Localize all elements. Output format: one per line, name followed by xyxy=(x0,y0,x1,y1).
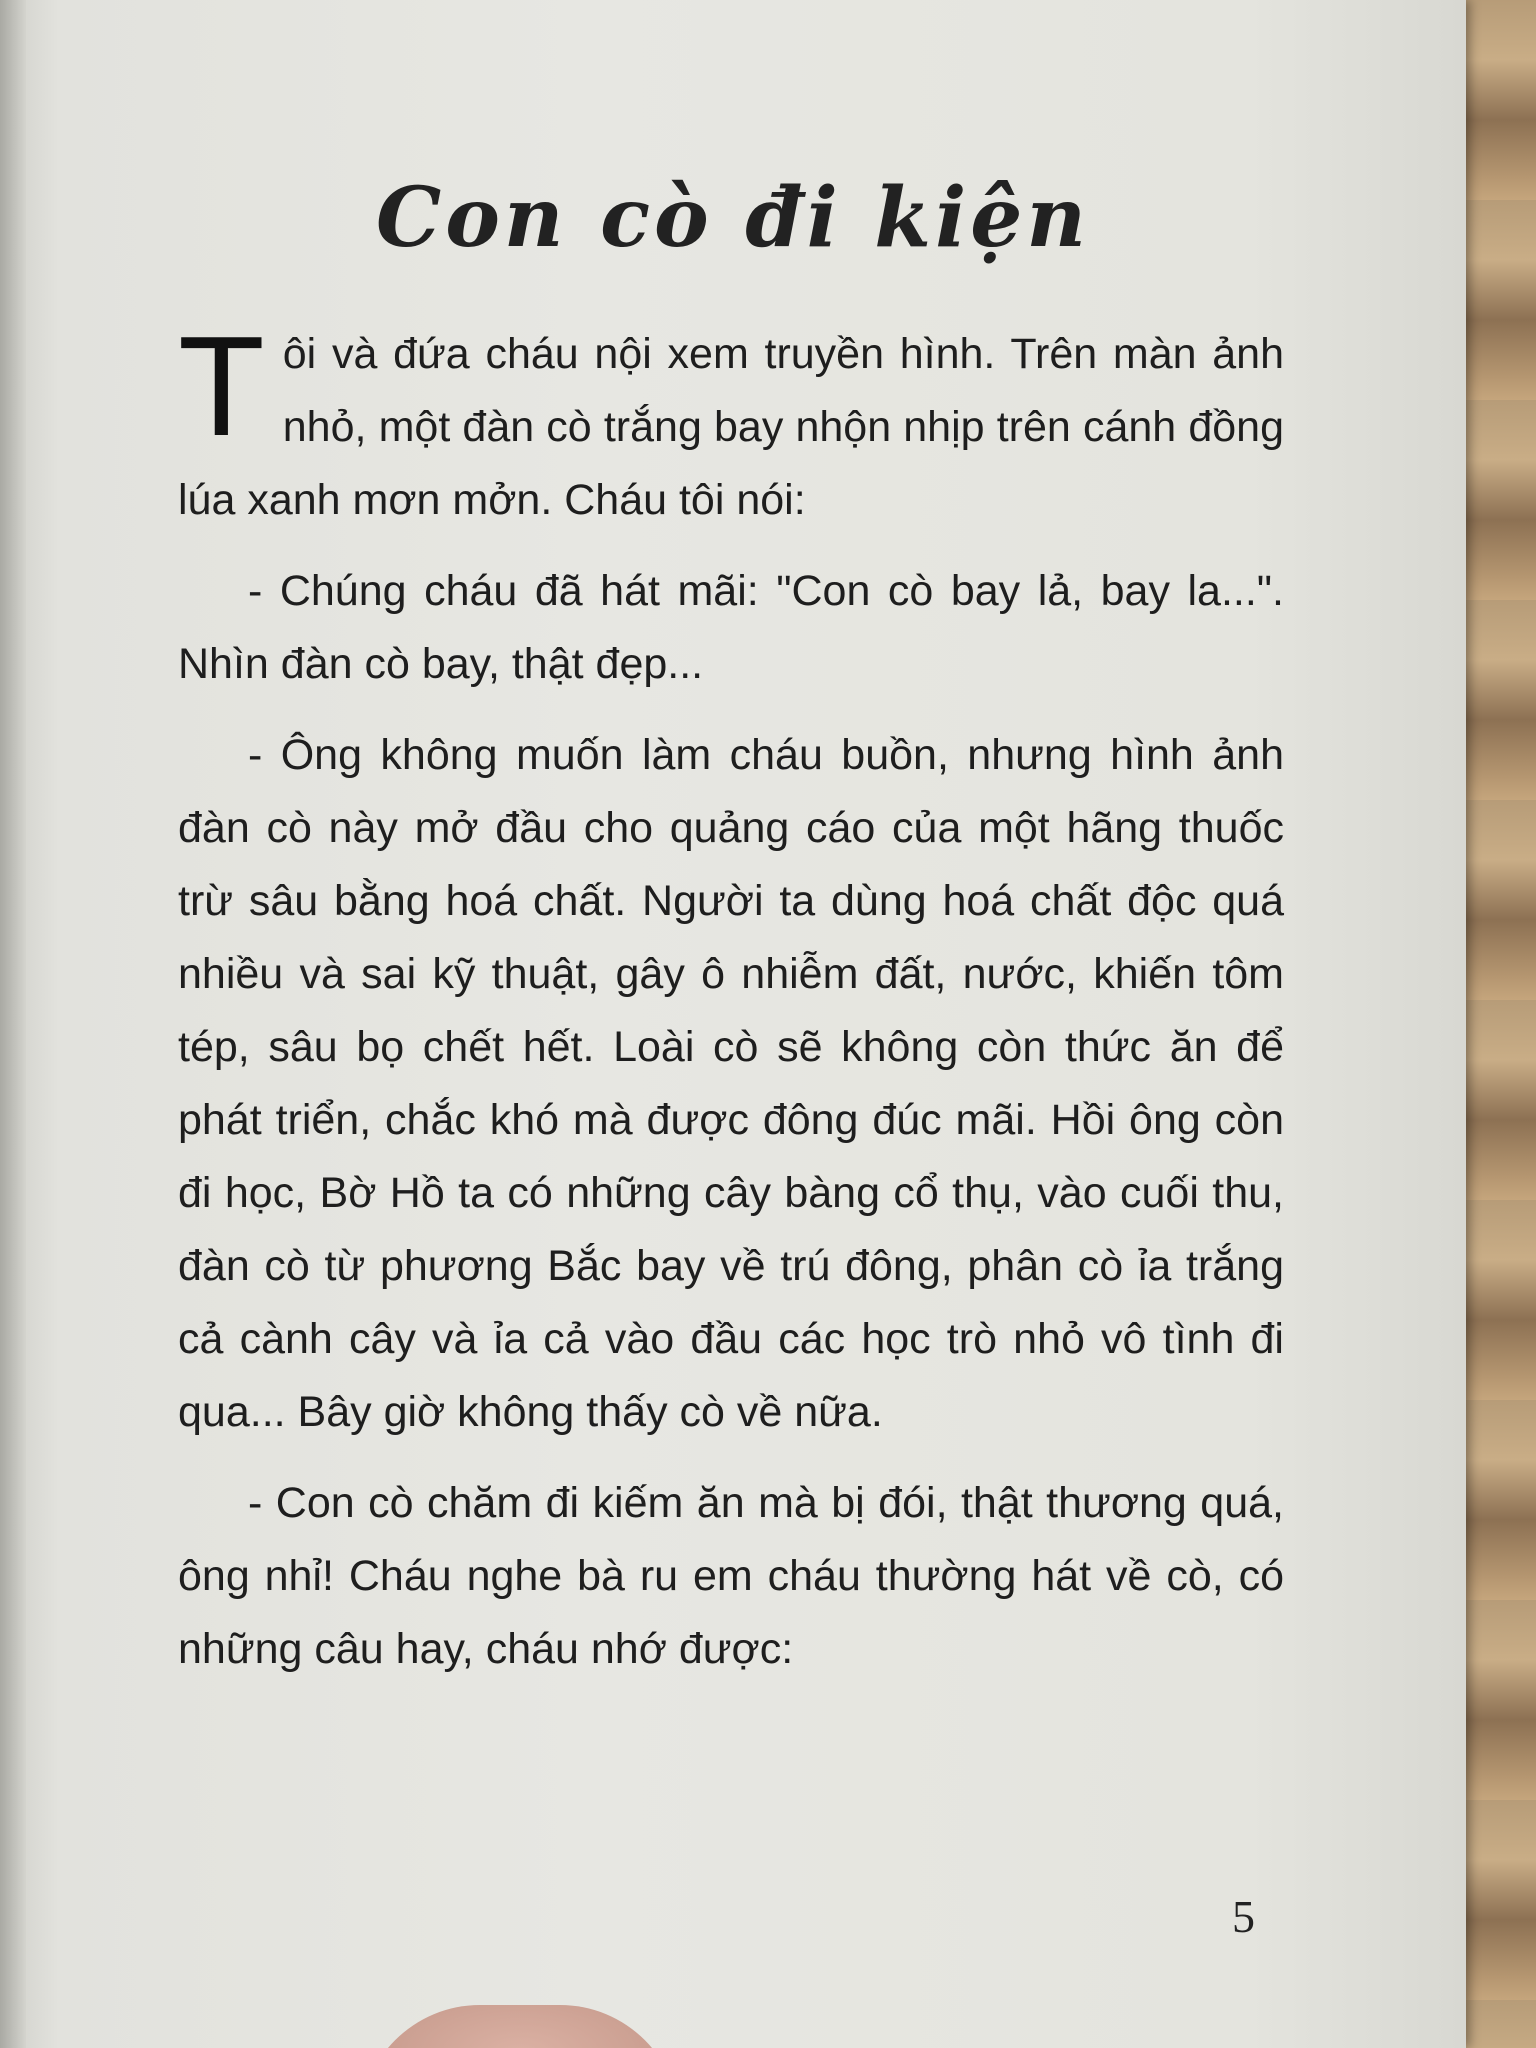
chapter-title: Con cò đi kiện xyxy=(375,170,1091,266)
paragraph-3: - Ông không muốn làm cháu buồn, nhưng hình ảnh đàn cò này mở đầu cho quảng cáo của một hãng thuốc trừ sâu bằng hoá chất. Người ta dùng hoá chất độc quá nhiều và sai kỹ thuật, gây ô nhiễm đất, nước, khiến tôm tép, sâu bọ chết hết. Loài cò sẽ không còn thức ăn để phát triển, chắc khó mà được đông đúc mãi. Hồi ông còn đi học, Bờ Hồ ta có những cây bàng cổ thụ, vào cuối thu, đàn cò từ phương Bắc bay về trú đông, phân cò ỉa trắng cả cành cây và ỉa cả vào đầu các học trò nhỏ vô tình đi qua... Bây giờ không thấy cò về nữa. xyxy=(178,731,1284,1436)
paragraph-2: - Chúng cháu đã hát mãi: "Con cò bay lả, bay la...". Nhìn đàn cò bay, thật đẹp... xyxy=(178,567,1284,688)
background-shelf xyxy=(1466,0,1536,2048)
paragraph-4: - Con cò chăm đi kiếm ăn mà bị đói, thật thương quá, ông nhỉ! Cháu nghe bà ru em cháu thường hát về cò, có những câu hay, cháu nhớ được: xyxy=(178,1479,1284,1673)
page-gutter xyxy=(0,0,26,2048)
drop-cap: T xyxy=(178,307,265,466)
body-text xyxy=(178,307,1284,1704)
paragraph-1 xyxy=(178,307,1284,537)
page-number: 5 xyxy=(1232,1891,1255,1942)
paragraph-1-text: ôi và đứa cháu nội xem truyền hình. Trên màn ảnh nhỏ, một đàn cò trắng bay nhộn nhịp trên cánh đồng lúa xanh mơn mởn. Cháu tôi nói: xyxy=(178,330,1284,524)
